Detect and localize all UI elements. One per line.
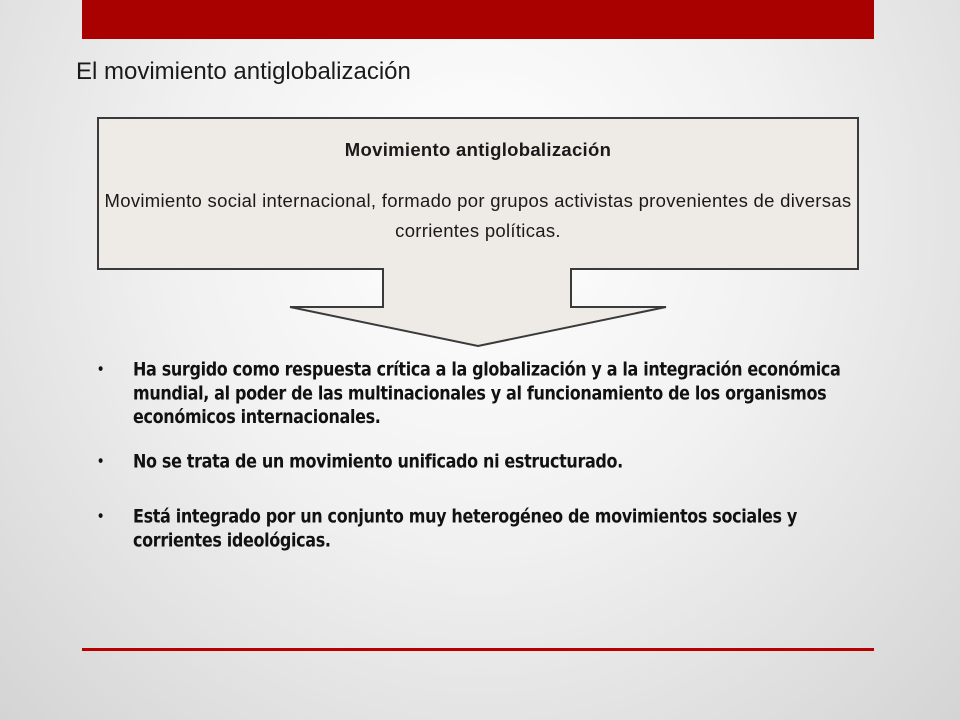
slide-title: El movimiento antiglobalización [76, 58, 411, 85]
bullet-item [96, 505, 886, 552]
bullet-item [96, 450, 886, 474]
bullet-icon: • [98, 506, 103, 527]
bullet-text: No se trata de un movimiento unificado ni estructurado. [133, 450, 623, 473]
callout-box [98, 136, 858, 246]
bullet-text: Ha surgido como respuesta crítica a la globalización y a la integración económica mundial, al poder de las multinacionales y al funcionamiento de los organismos económicos internacionales. [133, 358, 841, 428]
callout-heading: Movimiento antiglobalización [344, 139, 612, 160]
bullet-item [96, 358, 886, 429]
bullet-icon: • [98, 359, 103, 380]
bottom-divider [82, 648, 874, 651]
callout-body: Movimiento social internacional, formado por grupos activistas provenientes de diversas corrientes políticas. [104, 190, 852, 241]
bullet-list [96, 358, 886, 552]
bullet-text: Está integrado por un conjunto muy heterogéneo de movimientos sociales y corrientes ideológicas. [133, 505, 797, 552]
bullet-icon: • [98, 451, 103, 472]
